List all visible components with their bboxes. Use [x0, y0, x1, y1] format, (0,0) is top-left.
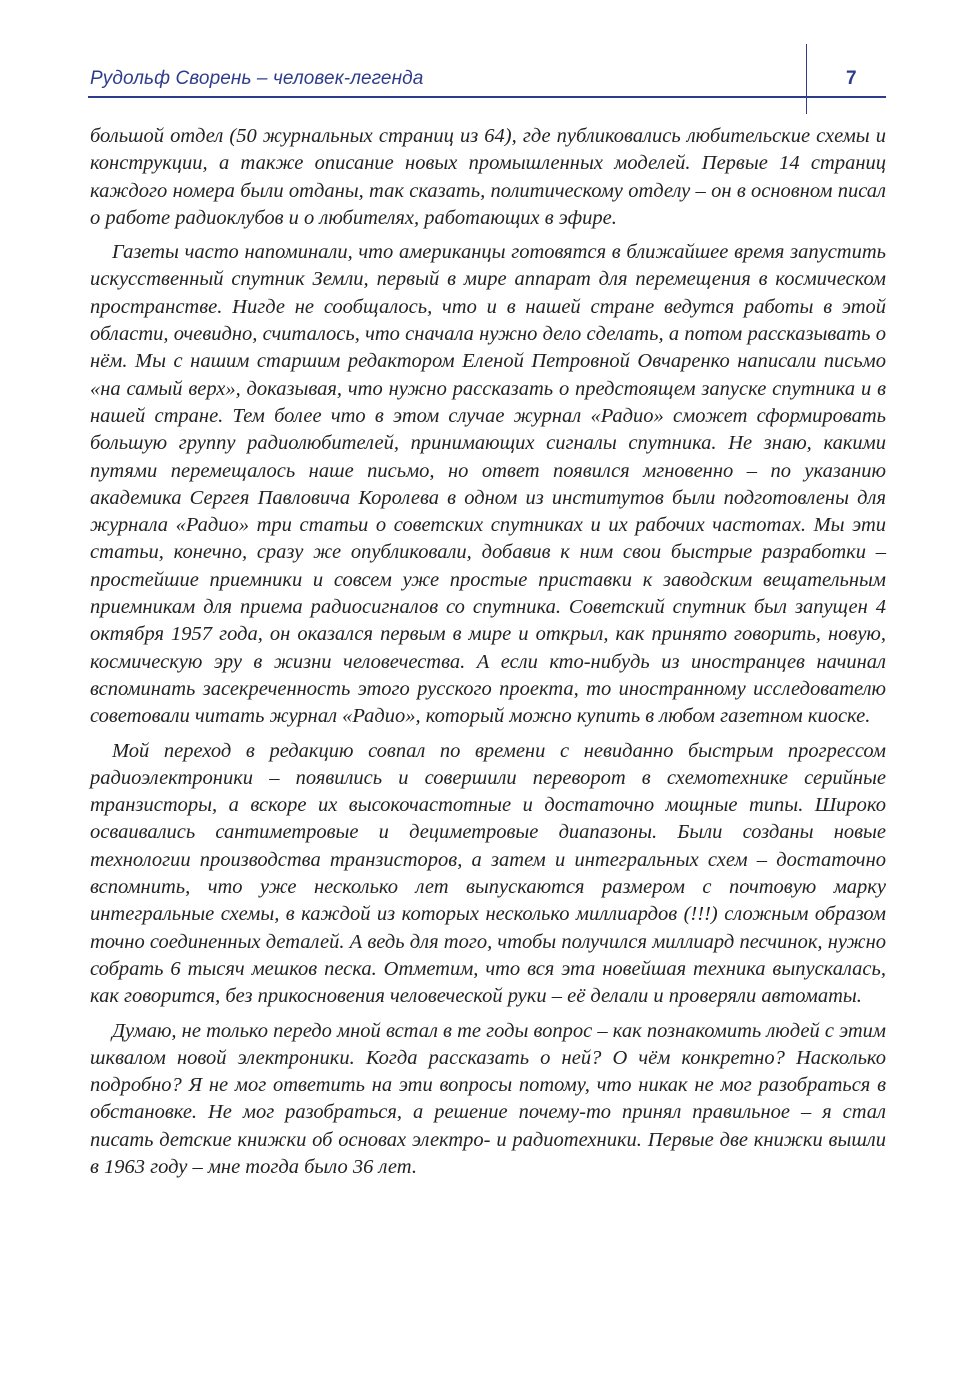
paragraph: Мой переход в редакцию совпал по времени с невиданно быстрым прогрессом радиоэлектроники – появились и совершили переворот в схемотехнике серийные транзисторы, а вскоре их высокочастотные и достаточно мощные типы. Широко осваивались сантиметровые и дециметровые диапазоны. Были созданы новые технологии производства транзисторов, а затем и интегральных схем – достаточно вспомнить, что уже несколько лет выпускаются размером с почтовую марку интегральные схемы, в каждой из которых несколько миллиардов (!!!) сложным образом точно соединенных деталей. А ведь для того, чтобы получился миллиард песчинок, нужно собрать 6 тысяч мешков песка. Отметим, что вся эта новейшая техника выпускалась, как говорится, без прикосновения человеческой руки – её делали и проверяли автоматы.	[90, 739, 886, 1008]
page-number: 7	[846, 68, 857, 89]
paragraph-continued: большой отдел (50 журнальных страниц из 64), где публиковались любительские схемы и конструкции, а также описание новых промышленных моделей. Первые 14 страниц каждого номера были отданы, так сказать, политическому отделу – он в основном писал о работе радиоклубов и о любителях, работающих в эфире.	[90, 125, 886, 229]
header-rule	[88, 96, 886, 98]
paragraph: Газеты часто напоминали, что американцы готовятся в ближайшее время запустить искусственный спутник Земли, первый в мире аппарат для перемещения в космическом пространстве. Нигде не сообщалось, что и в нашей стране ведутся работы в этой области, очевидно, считалось, что сначала нужно дело сделать, а потом рассказывать о нём. Мы с нашим старшим редактором Еленой Петровной Овчаренко написали письмо «на самый верх», доказывая, что нужно рассказать о предстоящем запуске спутника и в нашей стране. Тем более что в этом случае журнал «Радио» сможет сформировать большую группу радиолюбителей, принимающих сигналы спутника. Не знаю, какими путями перемещалось наше письмо, но ответ появился мгновенно – по указанию академика Сергея Павловича Королева в одном из институтов были подготовлены для журнала «Радио» три статьи о советских спутниках и их рабочих частотах. Мы эти статьи, конечно, сразу же опубликовали, добавив к ним свои быстрые разработки – простейшие приемники и совсем уже простые приставки к заводским вещательным приемникам для приема радиосигналов со спутника. Советский спутник был запущен 4 октября 1957 года, он оказался первым в мире и открыл, как принято говорить, новую, космическую эру в жизни человечества. А если кто-нибудь из иностранцев начинал вспоминать засекреченность этого русского проекта, то иностранному исследователю советовали читать журнал «Радио», который можно купить в любом газетном киоске.	[90, 241, 886, 728]
paragraph: Думаю, не только передо мной встал в те годы вопрос – как познакомить людей с этим шквалом новой электроники. Когда рассказать о ней? О чём конкретно? Насколько подробно? Я не мог ответить на эти вопросы потому, что никак не мог разобраться в обстановке. Не мог разобраться, а решение почему-то принял правильное – я стал писать детские книжки об основах электро- и радиотехники. Первые две книжки вышли в 1963 году – мне тогда было 36 лет.	[90, 1019, 886, 1178]
header-vertical-divider	[806, 44, 807, 114]
running-header-title: Рудольф Сворень – человек-легенда	[90, 68, 424, 89]
body-text	[90, 123, 886, 1188]
